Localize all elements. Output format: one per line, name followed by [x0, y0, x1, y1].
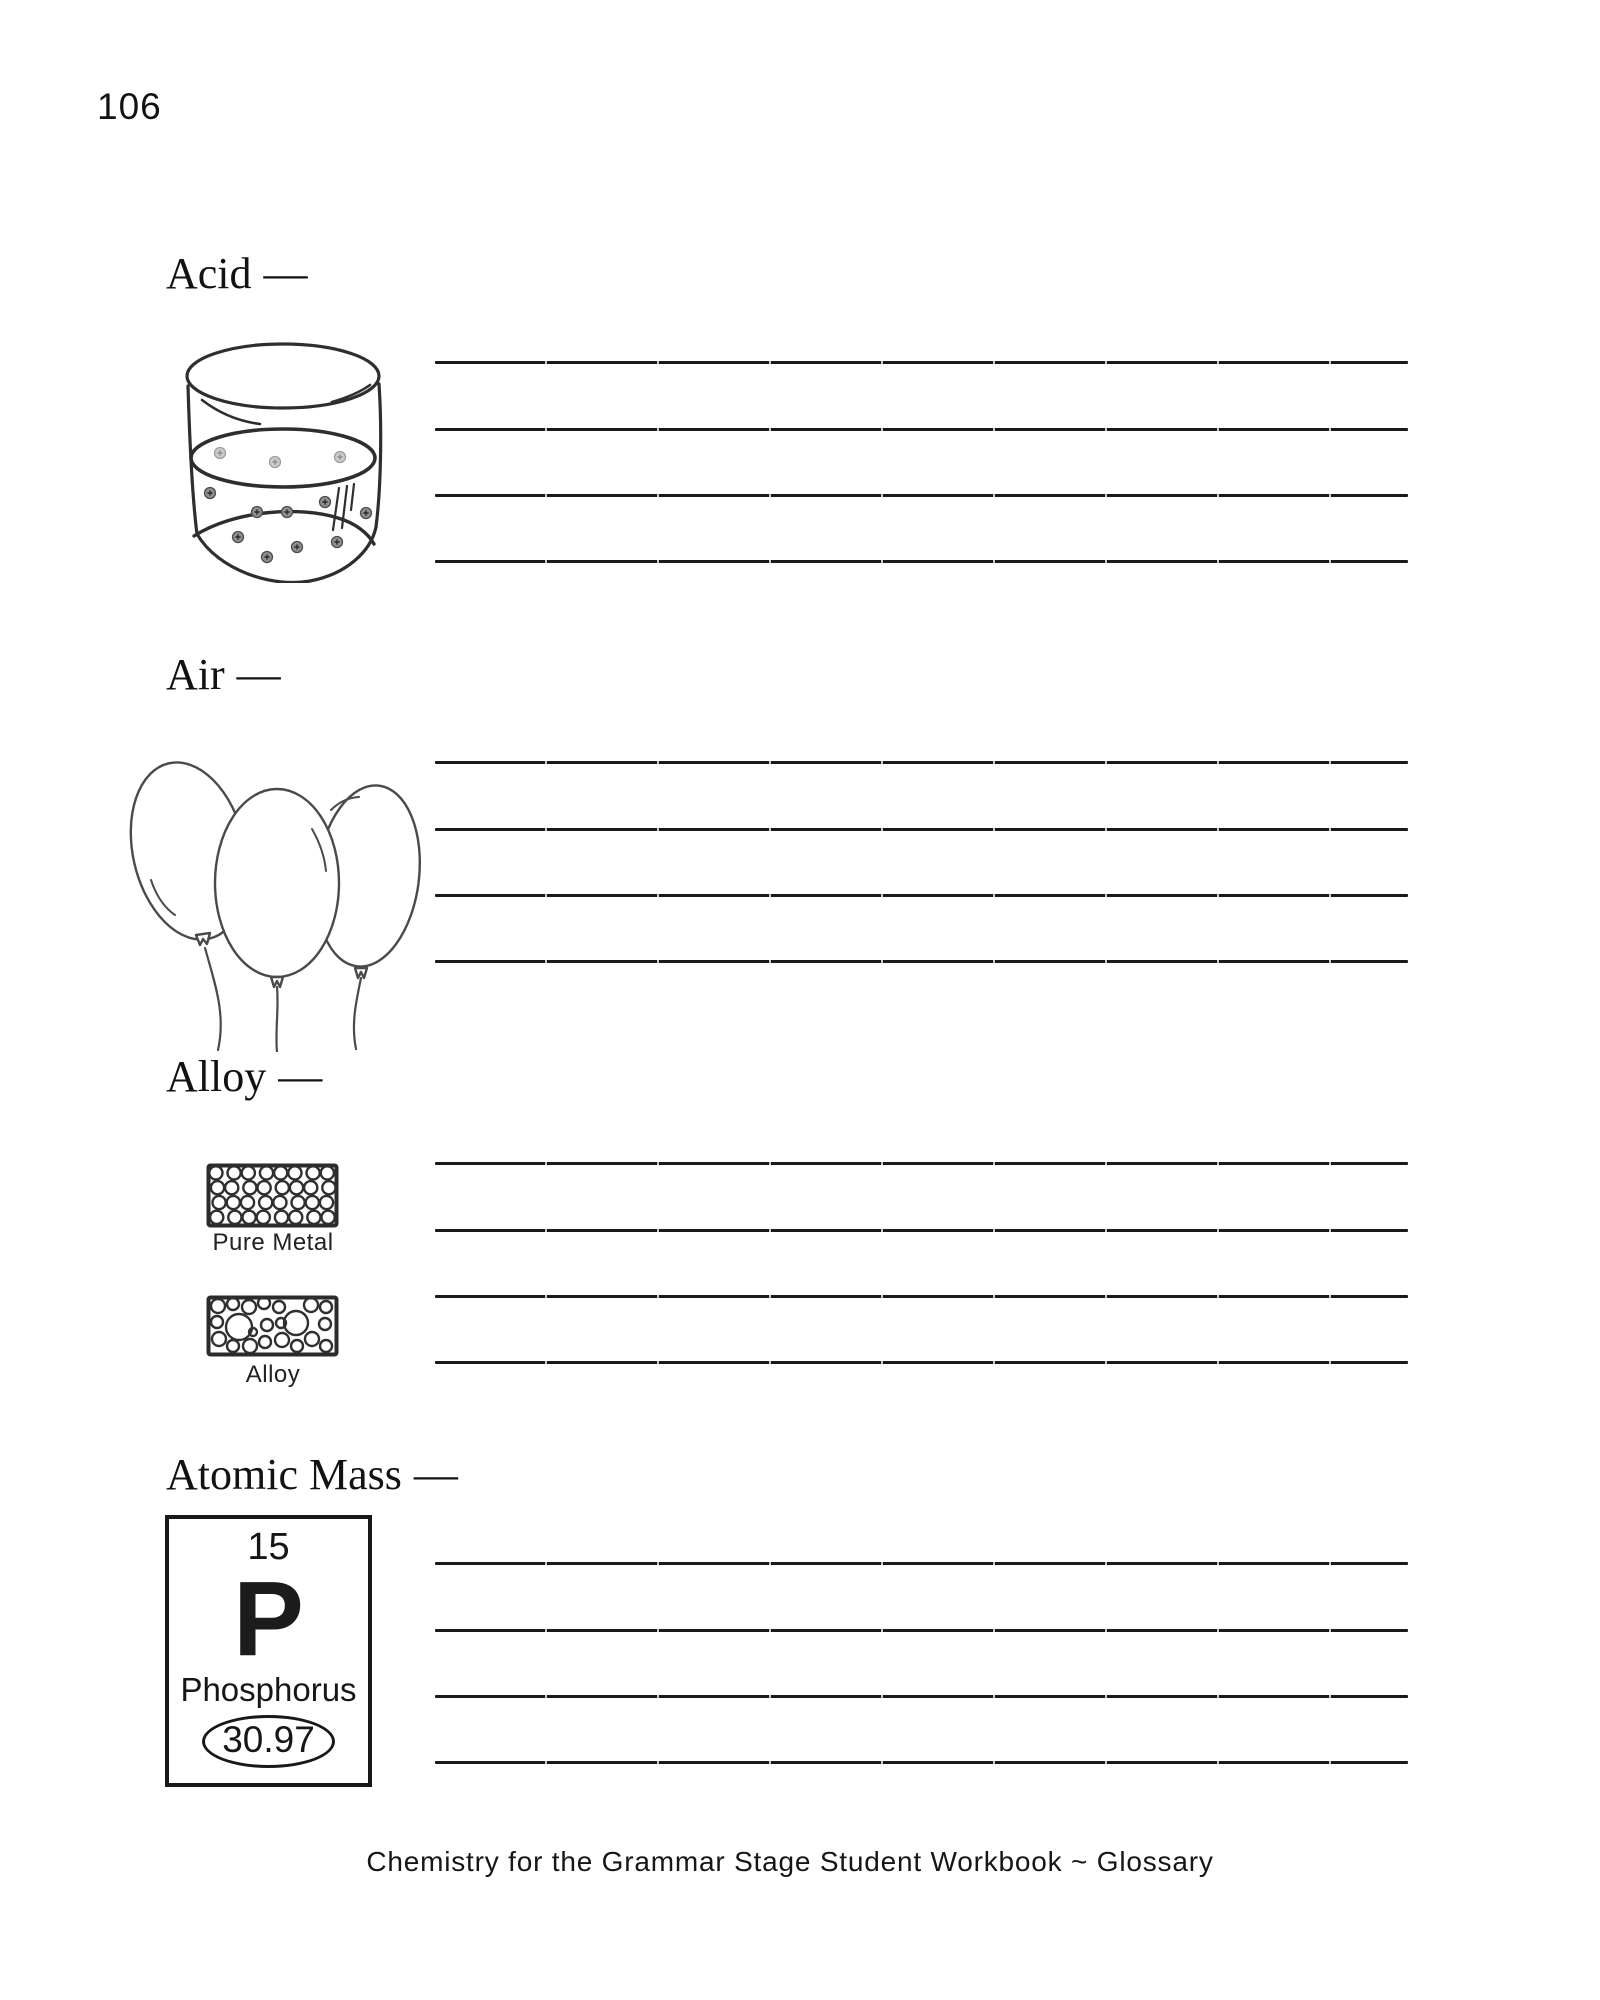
atomic-number: 15 [247, 1526, 290, 1568]
writing-lines-atomic-mass [435, 1562, 1408, 1765]
writing-line [435, 494, 1408, 497]
term-dash: — [278, 1052, 323, 1101]
element-name: Phosphorus [180, 1671, 357, 1709]
atomic-mass-value: 30.97 [202, 1715, 335, 1768]
writing-line [435, 1695, 1408, 1698]
writing-lines-acid [435, 361, 1408, 564]
writing-line [435, 1295, 1408, 1298]
term-text: Atomic Mass [166, 1450, 402, 1499]
term-dash: — [413, 1450, 458, 1499]
writing-line [435, 560, 1408, 563]
term-heading-atomic-mass [166, 1450, 458, 1499]
term-dash: — [263, 249, 308, 298]
alloy-label: Alloy [245, 1361, 301, 1388]
writing-line [435, 1562, 1408, 1565]
term-heading-alloy [166, 1052, 323, 1101]
writing-line [435, 361, 1408, 364]
term-text: Acid [166, 249, 252, 298]
writing-line [435, 828, 1408, 831]
writing-line [435, 960, 1408, 963]
writing-line [435, 1361, 1408, 1364]
page-number: 106 [97, 86, 162, 127]
element-card [165, 1515, 372, 1787]
writing-lines-air [435, 761, 1408, 964]
page-footer: Chemistry for the Grammar Stage Student Workbook ~ Glossary [366, 1846, 1214, 1877]
writing-line [435, 1629, 1408, 1632]
writing-line [435, 1229, 1408, 1232]
writing-line [435, 1162, 1408, 1165]
term-text: Air [166, 650, 225, 699]
writing-line [435, 1761, 1408, 1764]
element-symbol: P [233, 1559, 304, 1678]
pure-metal-label: Pure Metal [212, 1229, 334, 1256]
writing-line [435, 761, 1408, 764]
pure-metal-diagram [206, 1163, 339, 1228]
writing-lines-alloy [435, 1162, 1408, 1365]
term-dash: — [236, 650, 281, 699]
term-heading-acid [166, 249, 308, 298]
term-heading-air [166, 650, 281, 699]
writing-line [435, 894, 1408, 897]
writing-line [435, 428, 1408, 431]
beaker-illustration [180, 338, 385, 583]
balloons-illustration [125, 752, 425, 1052]
alloy-diagram [206, 1295, 339, 1357]
term-text: Alloy [166, 1052, 267, 1101]
